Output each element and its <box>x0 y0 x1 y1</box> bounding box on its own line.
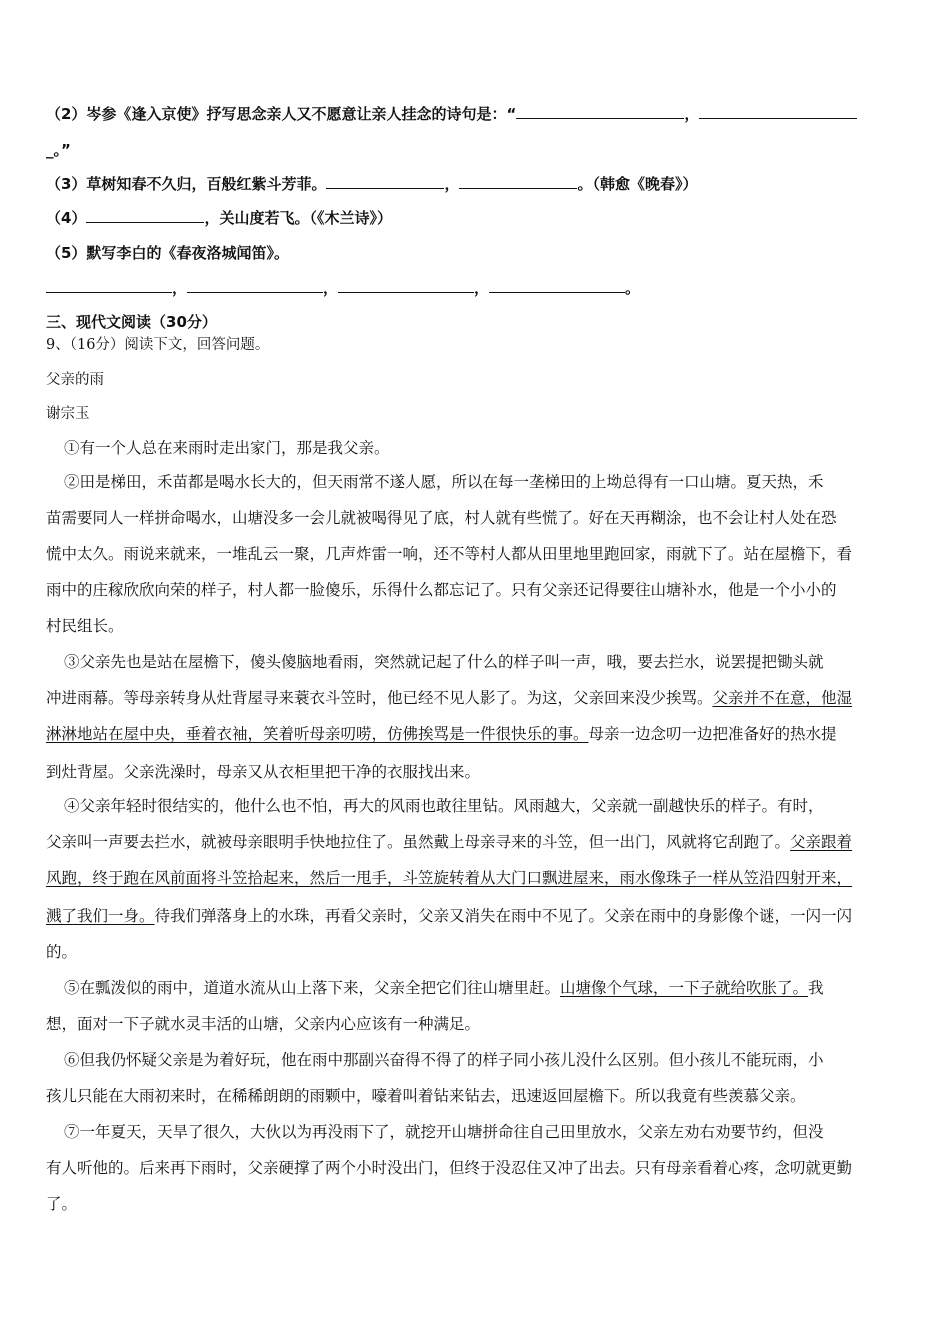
paragraph-3-line: ③父亲先也是站在屋檐下，傻头傻脑地看雨，突然就记起了什么的样子叫一声，哦，要去拦水，说罢提把锄头就 <box>64 653 824 671</box>
underlined-sentence: 风跑，终于跑在风前面将斗笠拾起来，然后一甩手，斗笠旋转着从大门口飘进屋来，雨水像珠子一样从笠沿四射开来， <box>46 869 853 887</box>
question-9-prompt: 9、（16分）阅读下文，回答问题。 <box>46 337 270 353</box>
underlined-sentence: 溅了我们一身。 <box>46 907 155 925</box>
paragraph-4-line: 溅了我们一身。待我们弹落身上的水珠，再看父亲时，父亲又消失在雨中不见了。父亲在雨中的身影像个谜，一闪一闪 <box>46 907 853 925</box>
paragraph-2-line: 苗需要同人一样拼命喝水，山塘没多一会儿就被喝得见了底，村人就有些慌了。好在天再糊涂，也不会让村人处在恐 <box>46 509 837 527</box>
paragraph-3-line: 淋淋地站在屋中央，垂着衣袖，笑着听母亲叨唠，仿佛挨骂是一件很快乐的事。母亲一边念叨一边把准备好的热水提 <box>46 725 837 743</box>
answer-blank[interactable] <box>86 208 204 223</box>
question-5 <box>46 243 289 263</box>
answer-blank[interactable] <box>338 278 474 293</box>
underlined-sentence: 父亲跟着 <box>790 833 853 851</box>
paragraph-1: ①有一个人总在来雨时走出家门，那是我父亲。 <box>64 439 390 457</box>
answer-blank[interactable] <box>489 278 625 293</box>
paragraph-2-line: ②田是梯田，禾苗都是喝水长大的，但天雨常不遂人愿，所以在每一垄梯田的上坳总得有一口山塘。夏天热，禾 <box>64 473 824 491</box>
answer-blank[interactable] <box>459 174 577 189</box>
paragraph-4-line: 的。 <box>46 943 78 961</box>
paragraph-3-line: 到灶背屋。父亲洗澡时，母亲又从衣柜里把干净的衣服找出来。 <box>46 763 481 781</box>
question-3: （3）草树知春不久归，百般红紫斗芳菲。 ， 。（韩愈《晚春》） <box>46 175 698 193</box>
question-3-text: （3）草树知春不久归，百般红紫斗芳菲。 <box>46 175 327 193</box>
underlined-sentence: 淋淋地站在屋中央，垂着衣袖，笑着听母亲叨唠，仿佛挨骂是一件很快乐的事。 <box>46 725 589 743</box>
question-2-text: （2）岑参《逢入京使》抒写思念亲人又不愿意让亲人挂念的诗句是：“ <box>46 105 517 123</box>
paragraph-2-line: 慌中太久。雨说来就来，一堆乱云一聚，几声炸雷一响，还不等村人都从田里地里跑回家，雨就下了。站在屋檐下，看 <box>46 545 853 563</box>
question-2-continuation: _。” <box>46 141 71 159</box>
question-2: （2）岑参《逢入京使》抒写思念亲人又不愿意让亲人挂念的诗句是：“ ， <box>46 104 857 124</box>
article-author: 谢宗玉 <box>46 406 90 422</box>
paragraph-2-line: 村民组长。 <box>46 617 124 635</box>
section-heading: 三、现代文阅读（30分） <box>46 313 217 331</box>
paragraph-4-line: 父亲叫一声要去拦水，就被母亲眼明手快地拉住了。虽然戴上母亲寻来的斗笠，但一出门，风就将它刮跑了。父亲跟着 <box>46 833 853 851</box>
question-4-text: ，关山度若飞。（《木兰诗》） <box>204 209 392 227</box>
underlined-sentence: 山塘像个气球，一下子就给吹胀了。 <box>560 979 809 997</box>
paragraph-2-line: 雨中的庄稼欣欣向荣的样子，村人都一脸傻乐，乐得什么都忘记了。只有父亲还记得要往山塘补水，他是一个小小的 <box>46 581 837 599</box>
paragraph-5-line: ⑤在瓢泼似的雨中，道道水流从山上落下来，父亲全把它们往山塘里赶。山塘像个气球，一下子就给吹胀了。我 <box>64 979 824 997</box>
paragraph-6-line: ⑥但我仍怀疑父亲是为着好玩，他在雨中那副兴奋得不得了的样子同小孩儿没什么区别。但小孩儿不能玩雨，小 <box>64 1051 824 1069</box>
underlined-sentence: 父亲并不在意，他湿 <box>712 689 853 707</box>
paragraph-5-line: 想，面对一下子就水灵丰活的山塘，父亲内心应该有一种满足。 <box>46 1015 481 1033</box>
paragraph-7-line: ⑦一年夏天，天旱了很久，大伙以为再没雨下了，就挖开山塘拼命往自己田里放水，父亲左劝右劝要节约，但没 <box>64 1123 824 1141</box>
answer-blank[interactable] <box>46 278 172 293</box>
answer-blank[interactable] <box>699 104 857 119</box>
answer-blank[interactable] <box>326 174 444 189</box>
article-title: 父亲的雨 <box>46 372 104 388</box>
answer-blank[interactable] <box>516 104 684 119</box>
paragraph-7-line: 了。 <box>46 1195 78 1213</box>
paragraph-4-line: ④父亲年轻时很结实的，他什么也不怕，再大的风雨也敢往里钻。风雨越大，父亲就一副越快乐的样子。有时， <box>64 797 824 815</box>
question-4: （4） ，关山度若飞。（《木兰诗》） <box>46 209 392 227</box>
question-5-text: （5）默写李白的《春夜洛城闻笛》。 <box>46 244 289 262</box>
paragraph-6-line: 孩儿只能在大雨初来时，在稀稀朗朗的雨颗中，嚎着叫着钻来钻去，迅速返回屋檐下。所以我竟有些羡慕父亲。 <box>46 1087 806 1105</box>
answer-blank[interactable] <box>187 278 323 293</box>
paragraph-3-line: 冲进雨幕。等母亲转身从灶背屋寻来蓑衣斗笠时，他已经不见人影了。为这，父亲回来没少挨骂。父亲并不在意，他湿 <box>46 689 853 707</box>
paragraph-7-line: 有人听他的。后来再下雨时，父亲硬撑了两个小时没出门，但终于没忍住又冲了出去。只有母亲看着心疼，念叨就更勤 <box>46 1159 853 1177</box>
question-5-blanks: ， ， ， 。 <box>46 278 640 298</box>
